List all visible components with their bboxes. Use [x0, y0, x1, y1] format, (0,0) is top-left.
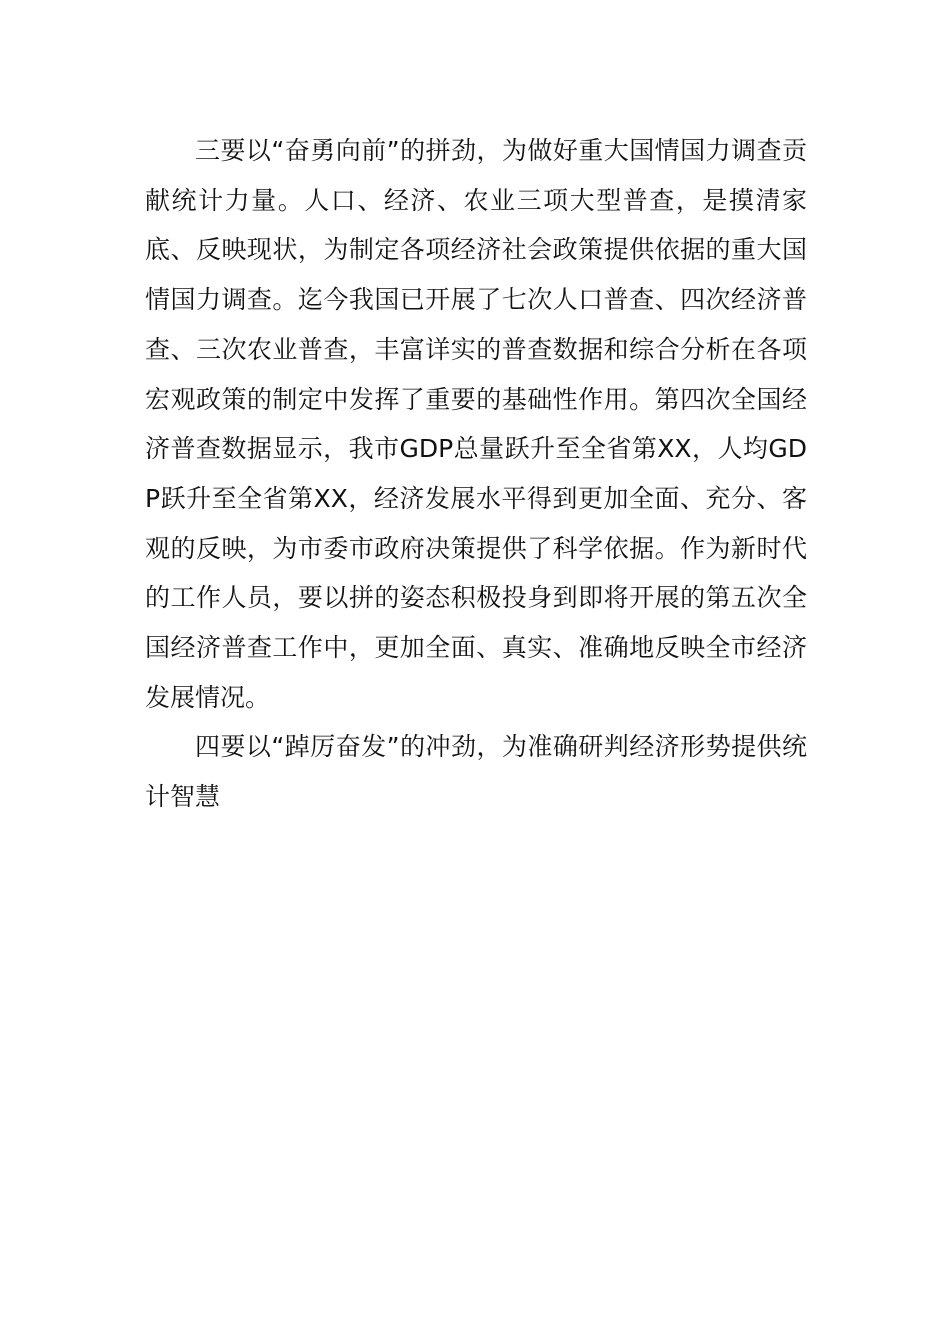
document-body: [145, 126, 807, 822]
paragraph-4: 四要以“踔厉奋发”的冲劲，为准确研判经济形势提供统计智慧: [145, 732, 807, 812]
paragraph-3: 三要以“奋勇向前”的拼劲，为做好重大国情国力调查贡献统计力量。人口、经济、农业三项大型普查，是摸清家底、反映现状，为制定各项经济社会政策提供依据的重大国情国力调查。迄今我国已开展了七次人口普查、四次经济普查、三次农业普查，丰富详实的普查数据和综合分析在各项宏观政策的制定中发挥了重要的基础性作用。第四次全国经济普查数据显示，我市GDP总量跃升至全省第XX，人均GDP跃升至全省第XX，经济发展水平得到更加全面、充分、客观的反映，为市委市政府决策提供了科学依据。作为新时代的工作人员，要以拼的姿态积极投身到即将开展的第五次全国经济普查工作中，更加全面、真实、准确地反映全市经济发展情况。: [145, 136, 807, 712]
